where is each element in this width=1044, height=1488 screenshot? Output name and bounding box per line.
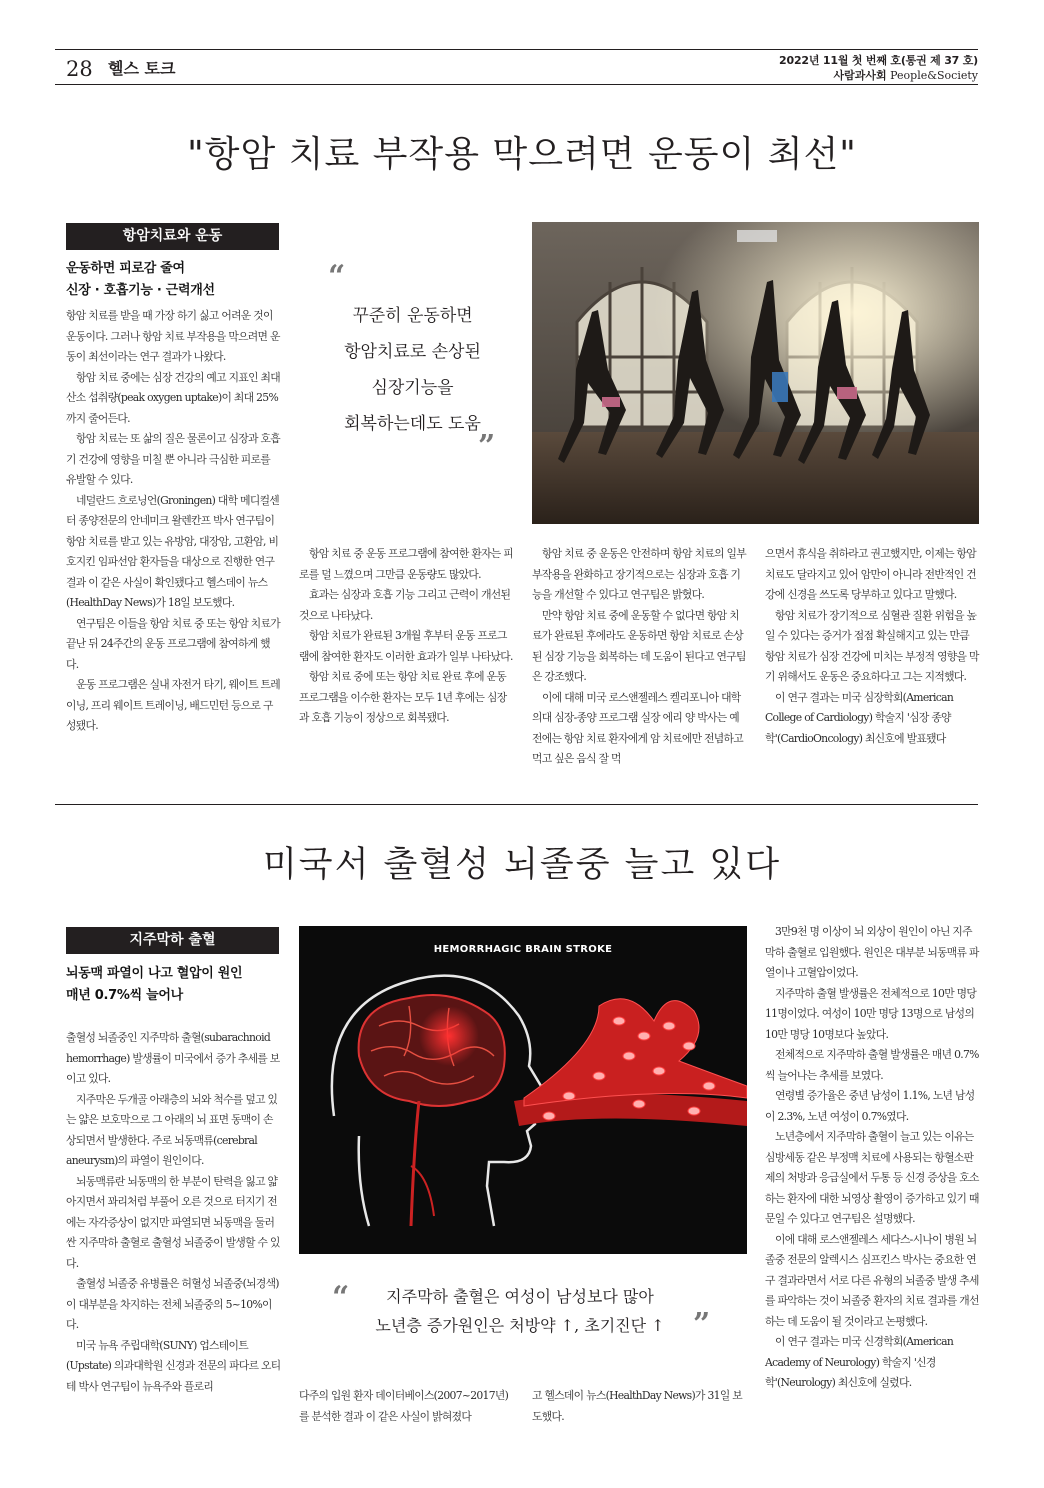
paragraph: 이에 대해 미국 로스앤젤레스 켈리포니아 대학 의대 심장-종양 프로그램 실장 에리 양 박사는 예전에는 항암 치료 환자에게 암 치료에만 전념하고 먹고 싶은 음식 잘 먹 [532, 690, 743, 765]
article2-subhead-line1: 뇌동맥 파열이 나고 혈압이 원인 [66, 966, 243, 981]
article-divider [55, 804, 978, 805]
article1-col1 [66, 306, 281, 737]
close-quote-icon: ” [478, 429, 496, 464]
article2-kicker: 지주막하 출혈 [66, 927, 279, 954]
brain-stroke-svg [299, 926, 747, 1254]
fitness-photo-svg [532, 222, 979, 524]
pullquote-line: 꾸준히 운동하면 [352, 306, 473, 326]
section-name: 헬스 토크 [108, 59, 176, 78]
paragraph: 지주막은 두개골 아래층의 뇌와 척수를 덮고 있는 얇은 보호막으로 그 아래의 뇌 표면 동맥이 손상되면서 발생한다. 주로 뇌동맥류(cerebral aneurysm)의 파열이 원인이다. [66, 1092, 278, 1167]
article2-col4 [765, 922, 980, 1394]
paragraph: 이에 대해 로스앤젤레스 세다스-시나이 병원 뇌졸중 전문의 알렉시스 심프킨스 박사는 중요한 연구 결과라면서 서로 다른 유형의 뇌졸중 발생 추세를 파악하는 것이 뇌졸중 환자의 치료 결과를 개선하는 데 도움이 될 것이라고 논평했다. [765, 1232, 979, 1328]
fitness-class-photo [532, 222, 979, 524]
pullquote-line: 항암치료로 손상된 [344, 342, 481, 362]
paragraph: 만약 항암 치료 중에 운동할 수 없다면 항암 치료가 완료된 후에라도 운동하면 항암 치료로 손상된 심장 기능을 회복하는 데 도움이 된다고 연구팀은 강조했다. [532, 608, 746, 683]
close-quote-icon: ” [693, 1307, 711, 1342]
article1-headline: "항암 치료 부작용 막으려면 운동이 최선" [187, 134, 857, 175]
paragraph: 네덜란드 흐로닝언(Groningen) 대학 메디컬센터 종양전문의 안네미크 왈렌칸프 박사 연구팀이 항암 치료를 받고 있는 유방암, 대장암, 고환암, 비호지킨 임파선암 환자들을 대상으로 진행한 연구 결과 이 같은 사실이 확인됐다고 헬스데이 뉴스(HealthDay News)가 18일 보도했다. [66, 493, 280, 609]
paragraph: 노년층에서 지주막하 출혈이 늘고 있는 이유는 심방세동 같은 부정맥 치료에 사용되는 항혈소판제의 처방과 응급실에서 두통 등 신경 증상을 호소하는 환자에 대한 뇌영상 촬영이 증가하고 있기 때문일 수 있다고 연구팀은 설명했다. [765, 1130, 979, 1225]
paragraph: 효과는 심장과 호흡 기능 그리고 근력이 개선된 것으로 나타났다. [299, 588, 511, 622]
article2-col3 [532, 1386, 747, 1427]
article1-col4 [765, 544, 980, 749]
paragraph: 다주의 입원 환자 데이터베이스(2007~2017년)를 분석한 결과 이 같은 사실이 밝혀졌다 [299, 1389, 509, 1423]
article2-pullquote [340, 1282, 700, 1340]
page-number: 28 [66, 57, 93, 81]
paragraph: 3만9천 명 이상이 뇌 외상이 원인이 아닌 지주막하 출혈로 입원했다. 원인은 대부분 뇌동맥류 파열이나 고혈압이었다. [765, 925, 979, 979]
article1-col2 [299, 544, 514, 729]
paragraph: 항암 치료 중에 또는 항암 치료 완료 후에 운동 프로그램을 이수한 환자는 모두 1년 후에는 심장과 호흡 기능이 정상으로 회복됐다. [299, 670, 507, 724]
paragraph: 으면서 휴식을 취하라고 권고했지만, 이제는 항암 치료도 달라지고 있어 암만이 아니라 전반적인 건강에 신경을 쓰도록 당부하고 있다고 말했다. [765, 547, 976, 601]
issue-info: 2022년 11월 첫 번째 호(통권 제 37 호) [779, 54, 978, 67]
paragraph: 이 연구 결과는 미국 심장학회(American College of Cardiology) 학술지 '심장 종양학'(CardioOncology) 최신호에 발표됐다 [765, 690, 954, 745]
article2-col2 [299, 1386, 514, 1427]
article2-col1 [66, 1028, 281, 1397]
paragraph: 뇌동맥류란 뇌동맥의 한 부분이 탄력을 잃고 얇아지면서 꽈리처럼 부풀어 오른 것으로 터지기 전에는 자각증상이 없지만 파열되면 뇌동맥을 둘러싼 지주막하 출혈로 출혈성 뇌졸중이 발생할 수 있다. [66, 1174, 280, 1270]
paragraph: 출혈성 뇌졸중 유병률은 허혈성 뇌졸중(뇌경색)이 대부분을 차지하는 전체 뇌졸중의 5~10%이다. [66, 1277, 279, 1331]
paper-name-en: People&Society [890, 69, 978, 82]
pullquote-line: 지주막하 출혈은 여성이 남성보다 많아 [386, 1287, 654, 1306]
article1-subhead-line1: 운동하면 피로감 줄여 [66, 261, 185, 276]
article2-subhead [66, 963, 279, 1007]
paragraph: 항암 치료가 완료된 3개월 후부터 운동 프로그램에 참여한 환자도 이러한 효과가 일부 나타났다. [299, 629, 513, 663]
article2-headline: 미국서 출혈성 뇌졸중 늘고 있다 [262, 845, 782, 885]
article2-subhead-line2: 매년 0.7%씩 늘어나 [66, 988, 183, 1003]
paper-name-block [833, 68, 978, 83]
header-rule-bottom [55, 84, 978, 85]
paper-name: 사람과사회 [833, 69, 887, 82]
paragraph: 항암 치료는 또 삶의 질은 물론이고 심장과 호흡기 건강에 영향을 미칠 뿐 아니라 극심한 피로를 유발할 수 있다. [66, 432, 280, 486]
paragraph: 미국 뉴욕 주립대학(SUNY) 업스테이트(Upstate) 의과대학원 신경과 전문의 파다르 오티테 박사 연구팀이 뉴욕주와 플로리 [66, 1338, 281, 1393]
paragraph: 지주막하 출혈 발생률은 전체적으로 10만 명당 11명이었다. 여성이 10만 명당 13명으로 남성의 10만 명당 10명보다 높았다. [765, 986, 977, 1041]
article1-subhead-line2: 신장 · 호흡기능 · 근력개선 [66, 283, 215, 298]
paragraph: 항암 치료 중에는 심장 건강의 예고 지표인 최대 산소 섭취량(peak oxygen uptake)이 최대 25%까지 줄어든다. [66, 370, 280, 425]
article1-pullquote [305, 298, 520, 442]
paragraph: 항암 치료 중 운동 프로그램에 참여한 환자는 피로를 덜 느꼈으며 그만큼 운동량도 많았다. [299, 547, 513, 581]
paragraph: 전체적으로 지주막하 출혈 발생률은 매년 0.7%씩 늘어나는 추세를 보였다. [765, 1048, 979, 1082]
open-quote-icon: “ [328, 259, 346, 294]
paragraph: 항암 치료 중 운동은 안전하며 항암 치료의 일부 부작용을 완화하고 장기적으로는 심장과 호흡 기능을 개선할 수 있다고 연구팀은 밝혔다. [532, 547, 746, 601]
brain-stroke-illustration [299, 926, 747, 1254]
paragraph: 항암 치료를 받을 때 가장 하기 싫고 어려운 것이 운동이다. 그러나 항암 치료 부작용을 막으려면 운동이 최선이라는 연구 결과가 나왔다. [66, 309, 280, 363]
paragraph: 연령별 증가율은 중년 남성이 1.1%, 노년 남성이 2.3%, 노년 여성이 0.7%였다. [765, 1089, 975, 1123]
paragraph: 연구팀은 이들을 항암 치료 중 또는 항암 치료가 끝난 뒤 24주간의 운동 프로그램에 참여하게 했다. [66, 616, 280, 671]
paragraph: 출혈성 뇌졸중인 지주막하 출혈(subarachnoid hemorrhage) 발생률이 미국에서 증가 추세를 보이고 있다. [66, 1031, 280, 1085]
paragraph: 운동 프로그램은 실내 자전거 타기, 웨이트 트레이닝, 프리 웨이트 트레이닝, 배드민턴 등으로 구성됐다. [66, 678, 280, 732]
article1-kicker: 항암치료와 운동 [66, 223, 279, 250]
paragraph: 항암 치료가 장기적으로 심혈관 질환 위험을 높일 수 있다는 증거가 점점 확실해지고 있는 만큼 항암 치료가 심장 건강에 미치는 부정적 영향을 막기 위해서도 운동은 중요하다고 그는 지적했다. [765, 608, 979, 683]
header-rule-top [55, 49, 978, 50]
paragraph: 고 헬스데이 뉴스(HealthDay News)가 31일 보도했다. [532, 1389, 743, 1423]
article1-col3 [532, 544, 747, 770]
illustration-title: HEMORRHAGIC BRAIN STROKE [433, 944, 613, 955]
paragraph: 이 연구 결과는 미국 신경학회(American Academy of Neurology) 학술지 '신경학'(Neurology) 최신호에 실렸다. [765, 1335, 954, 1389]
pullquote-line: 노년층 증가원인은 처방약 ↑, 초기진단 ↑ [375, 1316, 665, 1335]
open-quote-icon: “ [332, 1280, 350, 1315]
pullquote-line: 회복하는데도 도움 [344, 414, 481, 434]
article1-subhead [66, 258, 279, 302]
pullquote-line: 심장기능을 [371, 378, 454, 398]
